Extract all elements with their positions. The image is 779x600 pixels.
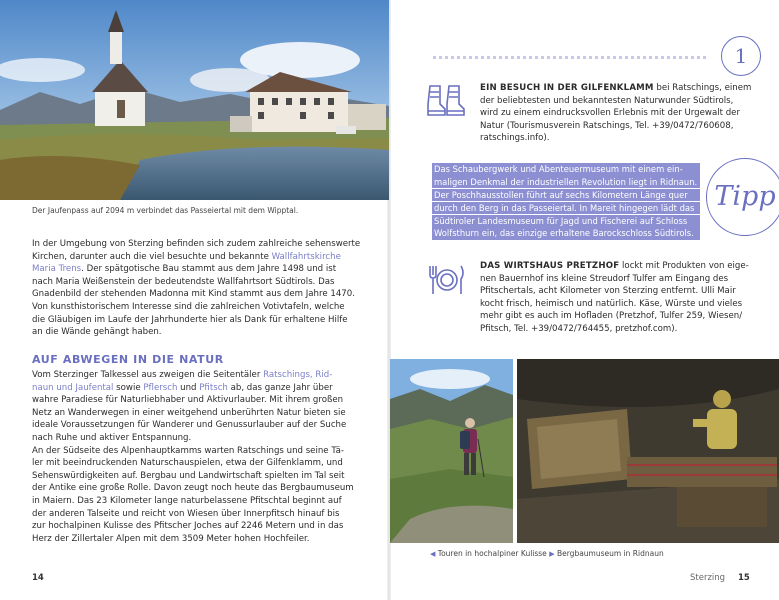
text-line <box>32 369 347 382</box>
text-run: die Gläubigen im Laufe der Jahrhunderte hier als Dank für erhaltene Hilfe <box>32 314 348 325</box>
page-number-left: 14 <box>32 573 44 583</box>
text-line <box>32 276 347 289</box>
caption-left: Touren in hochalpiner Kulisse <box>437 549 547 558</box>
entry-title: EIN BESUCH IN DER GILFENKLAMM <box>480 83 654 93</box>
text-run: lockt mit Produkten von eige- <box>619 261 749 271</box>
text-run: ler mit beeindruckenden Naturschauspielen, etwa der Gilfenklamm, und <box>32 458 343 469</box>
text-line <box>32 419 347 432</box>
intro-paragraph <box>32 238 361 339</box>
text-run: Herz der Zillertaler Alpen mit dem 3509 Meter hohen Hochfeiler. <box>32 533 310 544</box>
photo-jaufenpass <box>0 0 389 200</box>
section-heading: AUF ABWEGEN IN DIE NATUR <box>32 353 224 366</box>
photo-caption: Der Jaufenpass auf 2094 m verbindet das Passeiertal mit dem Wipptal. <box>32 206 299 215</box>
text-run: Pfitsch, Tel. +39/0472/764455, pretzhof.com). <box>480 323 678 334</box>
text-run: nen Bauernhof ins kleine Streudorf Tulfer am Eingang des <box>480 273 729 284</box>
text-run: ratschings.info). <box>480 133 550 144</box>
text-run: kocht frisch, heimisch und natürlich. Käse, Würste und vieles <box>480 298 743 309</box>
text-line <box>32 508 347 521</box>
text-run: Gnadenbild der stehenden Madonna mit Kind stammt aus dem Jahre 1470. <box>32 289 355 300</box>
place-link: Ratschings, Rid- <box>263 370 333 380</box>
text-run: nach Ruhe und aktiver Entspannung. <box>32 432 192 443</box>
text-line <box>32 533 347 546</box>
text-run: In der Umgebung von Sterzing befinden sich zudem zahlreiche sehenswerte <box>32 239 361 249</box>
text-line <box>480 273 750 286</box>
text-line <box>32 382 347 395</box>
text-line <box>480 132 750 145</box>
text-run: bei Ratschings, einem <box>653 83 752 93</box>
running-title: Sterzing <box>690 573 726 583</box>
tipp-line: durch den Berg in das Passeiertal. In Mareit hingegen lädt das <box>432 202 700 215</box>
text-run: ideale Voraussetzungen für Wanderer und Genussurlauber auf der Suche <box>32 420 347 431</box>
text-run: der anderen Talseite und reicht von Wiesen über Innerpfitsch hinauf bis <box>32 508 340 519</box>
entry-title: DAS WIRTSHAUS PRETZHOF <box>480 261 620 271</box>
text-line <box>480 323 750 336</box>
bottom-caption <box>430 549 664 558</box>
text-run: wird zu einem eindrucksvollen Erlebnis mit der Urgewalt der <box>480 108 740 119</box>
text-line <box>32 445 347 458</box>
text-line <box>480 310 750 323</box>
text-line <box>480 298 750 311</box>
photo-hiker <box>390 359 513 543</box>
section-paragraph <box>32 369 354 545</box>
page-number-right: 15 <box>738 573 750 583</box>
text-line <box>480 120 750 133</box>
cutlery-plate-icon <box>425 263 467 301</box>
text-run: mehr gibt es auch im Hofladen (Pretzhof, Tulfer 259, Wiesen/ <box>480 311 743 322</box>
place-link: Pflersch <box>143 382 178 393</box>
photo-mining-museum <box>517 359 779 543</box>
tipp-line: maligen Denkmal der industriellen Revolution liegt in Ridnaun. <box>432 176 700 189</box>
text-line <box>32 326 347 339</box>
text-line <box>32 520 347 533</box>
triangle-right-icon: ▶ <box>549 550 555 558</box>
text-line <box>32 457 347 470</box>
text-line <box>32 432 347 445</box>
tipp-highlight-block <box>432 163 700 240</box>
entry-gilfenklamm <box>480 82 750 145</box>
text-run: Kirchen, darunter auch die viel besuchte und bekannte <box>32 251 272 262</box>
text-line <box>32 482 354 495</box>
tipp-line: Das Schaubergwerk und Abenteuermuseum mit einem ein- <box>432 163 700 176</box>
text-run: sowie <box>113 382 144 393</box>
text-run: der Antike eine große Rolle. Davon zeugt noch heute das Bergbaumuseum <box>32 483 354 494</box>
text-line <box>32 407 347 420</box>
text-line <box>32 495 347 508</box>
text-run: . Der spätgotische Bau stammt aus dem Jahre 1498 und ist <box>81 264 337 275</box>
entry-pretzhof <box>480 260 750 336</box>
text-run: zur hochalpinen Kulisse des Pfitscher Joches auf 2246 Metern und in das <box>32 521 344 532</box>
text-line <box>32 470 347 483</box>
text-run: Sehenswürdigkeiten auf. Bergbau und Landwirtschaft spielten im Tal seit <box>32 470 345 481</box>
text-run: in Maiern. Das 23 Kilometer lange naturbelassene Pfitschtal beginnt auf <box>32 495 342 506</box>
hiking-boots-icon <box>425 82 467 124</box>
text-run: Vom Sterzinger Talkessel aus zweigen die Seitentäler <box>32 370 264 380</box>
text-line <box>32 251 347 264</box>
tip-number-badge: 1 <box>721 36 761 76</box>
text-run: nach Maria Weißenstein der bedeutendste Wallfahrtsort Südtirols. Das <box>32 276 335 287</box>
text-line <box>32 301 347 314</box>
place-link: Pfitsch <box>199 382 228 393</box>
text-line <box>480 95 750 108</box>
tipp-badge: Tipp <box>706 158 779 236</box>
text-line <box>480 82 750 95</box>
tipp-line: Der Poschhausstollen führt auf sechs Kilometern Länge quer <box>432 189 700 202</box>
text-run: Von kunsthistorischem Interesse sind die zahlreichen Votivtafeln, welche <box>32 301 345 312</box>
text-line <box>480 260 750 273</box>
text-run: wahre Paradiese für Naturliebhaber und Aktivurlauber. Mit ihrem großen <box>32 395 344 406</box>
text-run: Natur (Tourismusverein Ratschings, Tel. +39/0472/760608, <box>480 120 734 131</box>
text-run: Netz an Wanderwegen in einer weitgehend unberührten Natur bieten sie <box>32 407 346 418</box>
text-line <box>32 238 361 251</box>
place-link: Wallfahrtskirche <box>271 251 341 262</box>
text-run: Pfitschertals, acht Kilometer von Sterzing entfernt. Ulli Mair <box>480 286 736 297</box>
text-run: An der Südseite des Alpenhauptkamms warten Ratschings und seine Tä- <box>32 445 344 456</box>
place-link: Maria Trens <box>32 264 82 275</box>
text-run: an die Wände gehängt haben. <box>32 327 162 338</box>
text-line <box>32 394 347 407</box>
text-run: der beliebtesten und bekanntesten Naturwunder Südtirols, <box>480 95 734 106</box>
tipp-line: Wolfsthurn ein, das einzige erhaltene Barockschloss Südtirols. <box>432 227 700 240</box>
text-line <box>32 314 347 327</box>
text-line <box>480 107 750 120</box>
text-line <box>480 285 750 298</box>
text-run: ab, das ganze Jahr über <box>227 382 333 393</box>
text-run: und <box>177 382 200 393</box>
triangle-left-icon: ◀ <box>430 550 436 558</box>
place-link: naun und Jaufental <box>32 382 114 393</box>
tipp-line: Südtiroler Landesmuseum für Jagd und Fischerei auf Schloss <box>432 215 700 228</box>
caption-right: Bergbaumuseum in Ridnaun <box>556 549 664 558</box>
text-line <box>32 263 347 276</box>
dotted-rule <box>433 56 706 59</box>
text-line <box>32 288 355 301</box>
